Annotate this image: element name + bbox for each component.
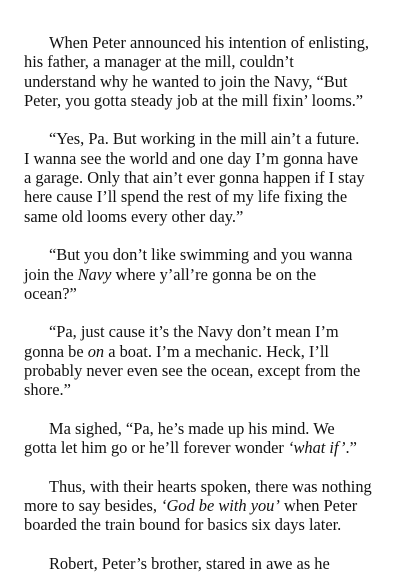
text-line bbox=[24, 187, 402, 206]
text-line bbox=[24, 207, 402, 226]
text-line bbox=[24, 419, 402, 438]
text-line bbox=[24, 265, 402, 284]
text-line bbox=[24, 322, 402, 341]
text-line bbox=[24, 342, 402, 361]
text-line bbox=[24, 438, 402, 457]
text-run: join the bbox=[24, 264, 78, 284]
text-run: probably never even see the ocean, except from the bbox=[24, 361, 361, 381]
text-run: “But you don’t like swimming and you wanna bbox=[49, 245, 353, 265]
paragraph bbox=[24, 245, 402, 303]
text-line bbox=[24, 129, 402, 148]
text-line bbox=[24, 477, 402, 496]
text-line bbox=[24, 361, 402, 380]
paragraph bbox=[24, 554, 402, 573]
text-run: when Peter bbox=[279, 496, 358, 516]
paragraph bbox=[24, 419, 402, 458]
italic-text: on bbox=[87, 341, 105, 361]
text-line bbox=[24, 380, 402, 399]
text-run: gotta let him go or he’ll forever wonder bbox=[24, 438, 288, 458]
text-line bbox=[24, 72, 402, 91]
text-run: .” bbox=[345, 438, 357, 458]
text-run: boarded the train bound for basics six days later. bbox=[24, 515, 342, 535]
text-line bbox=[24, 245, 402, 264]
text-run: where y’all’re gonna be on the bbox=[111, 264, 317, 284]
text-line bbox=[24, 554, 402, 573]
text-run: “Pa, just cause it’s the Navy don’t mean I’m bbox=[49, 322, 339, 342]
text-line bbox=[24, 168, 402, 187]
text-run: same old looms every other day.” bbox=[24, 206, 244, 226]
text-line bbox=[24, 33, 402, 52]
paragraph bbox=[24, 322, 402, 399]
text-run: his father, a manager at the mill, couldn’t bbox=[24, 52, 294, 72]
italic-text: Navy bbox=[77, 264, 112, 284]
paragraph bbox=[24, 33, 402, 110]
text-run: Ma sighed, “Pa, he’s made up his mind. We bbox=[49, 418, 335, 438]
text-run: a boat. I’m a mechanic. Heck, I’ll bbox=[104, 341, 329, 361]
text-line bbox=[24, 496, 402, 515]
text-line bbox=[24, 284, 402, 303]
text-run: a garage. Only that ain’t ever gonna happen if I stay bbox=[24, 168, 365, 188]
text-run: When Peter announced his intention of enlisting, bbox=[49, 33, 370, 52]
text-line bbox=[24, 91, 402, 110]
text-line bbox=[24, 515, 402, 534]
text-run: here cause I’ll spend the rest of my life fixing the bbox=[24, 187, 348, 207]
italic-text: ‘what if’ bbox=[288, 438, 346, 458]
text-run: Robert, Peter’s brother, stared in awe as he bbox=[49, 554, 330, 573]
text-run: Thus, with their hearts spoken, there was nothing bbox=[49, 476, 372, 496]
text-line bbox=[24, 149, 402, 168]
text-run: ocean?” bbox=[24, 283, 77, 303]
text-run: “Yes, Pa. But working in the mill ain’t a future. bbox=[49, 129, 360, 149]
text-line bbox=[24, 52, 402, 71]
text-run: more to say besides, bbox=[24, 496, 162, 516]
text-run: understand why he wanted to join the Navy, “But bbox=[24, 71, 348, 91]
body-text bbox=[24, 33, 402, 573]
paragraph bbox=[24, 477, 402, 535]
text-run: shore.” bbox=[24, 380, 71, 400]
text-run: Peter, you gotta steady job at the mill fixin’ looms.” bbox=[24, 90, 364, 110]
paragraph bbox=[24, 129, 402, 225]
text-run: gonna be bbox=[24, 341, 88, 361]
text-run: I wanna see the world and one day I’m gonna have bbox=[24, 148, 359, 168]
italic-text: ‘God be with you’ bbox=[161, 496, 280, 516]
